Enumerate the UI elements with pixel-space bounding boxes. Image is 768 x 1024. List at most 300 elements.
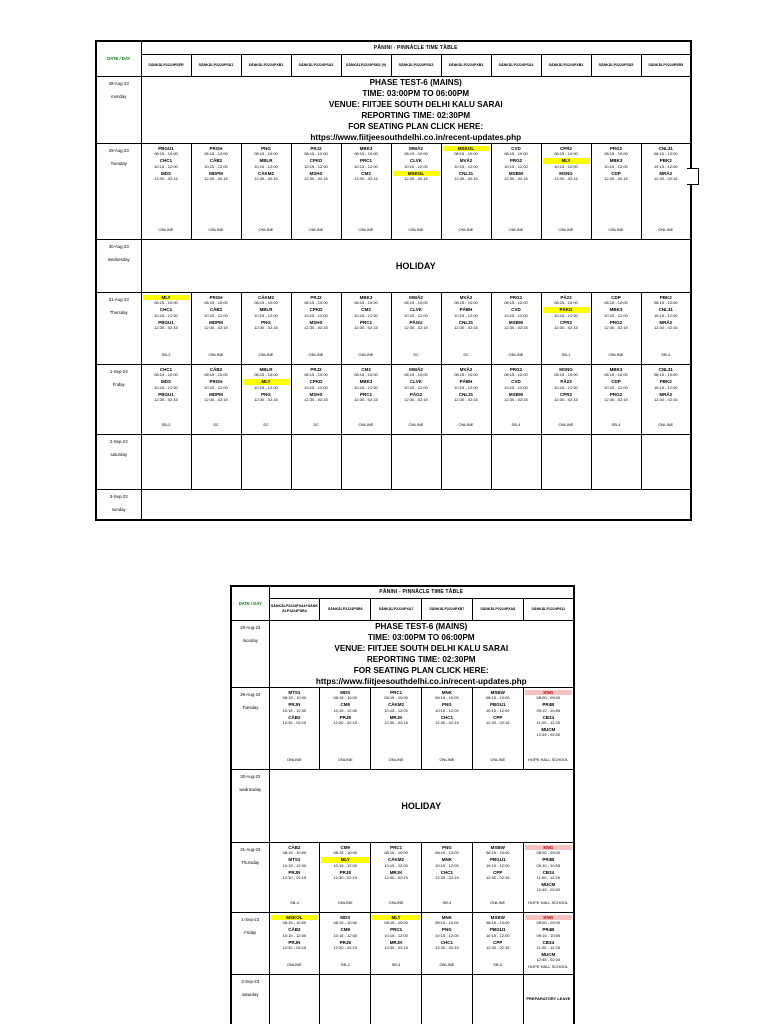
time-slot: 08:15 - 10:00 bbox=[554, 300, 578, 306]
schedule-entry bbox=[525, 727, 572, 738]
subject-code: MRJK bbox=[389, 939, 403, 945]
schedule-entry bbox=[293, 158, 340, 169]
time-slot: 08:15 - 10:00 bbox=[404, 372, 428, 378]
time-slot: 12:30 - 02:15 bbox=[485, 720, 510, 726]
time-slot: 08:15 - 10:00 bbox=[154, 151, 178, 157]
class-cell bbox=[472, 912, 523, 974]
subject-code: MBLR bbox=[259, 307, 273, 313]
time-slot: 10:15 - 12:00 bbox=[254, 384, 278, 390]
date-cell bbox=[231, 842, 269, 912]
class-cell-content bbox=[192, 365, 241, 432]
schedule-entry bbox=[525, 952, 572, 963]
time-slot: 08:15 - 10:00 bbox=[154, 372, 178, 378]
time-slot: 08:15 - 10:00 bbox=[454, 151, 478, 157]
class-cell bbox=[591, 364, 641, 434]
time-slot: 08:00 - 09:00 bbox=[536, 920, 561, 926]
day-row bbox=[96, 239, 691, 292]
subject-code: PBGU1 bbox=[158, 145, 174, 151]
class-cell-content bbox=[342, 293, 391, 362]
time-slot: 08:15 - 10:00 bbox=[485, 695, 510, 701]
time-slot: 10:15 - 12:00 bbox=[504, 384, 528, 390]
class-cell bbox=[591, 434, 641, 489]
schedule-entry bbox=[393, 307, 440, 318]
schedule-entry bbox=[474, 702, 522, 713]
notice-line: TIME: 03:00PM TO 06:00PM bbox=[367, 632, 475, 642]
time-slot: 12:45 - 02:00 bbox=[536, 887, 561, 893]
subject-code: PBK2 bbox=[659, 294, 672, 300]
venue-label: HOPE HALL SCHOOL bbox=[528, 899, 569, 905]
time-slot: 08:15 - 10:00 bbox=[354, 372, 378, 378]
schedule-entry bbox=[443, 307, 490, 318]
subject-code: MSBW bbox=[508, 391, 524, 397]
class-cell-content bbox=[270, 913, 320, 972]
date-cell bbox=[231, 620, 269, 687]
schedule-entry bbox=[643, 307, 690, 318]
time-slot: 12:30 - 02:15 bbox=[653, 397, 678, 403]
schedule-entry bbox=[193, 320, 240, 331]
schedule-entry bbox=[543, 392, 590, 403]
class-cell-content bbox=[542, 293, 591, 362]
subject-code: MSNG bbox=[559, 170, 573, 176]
class-cell-content bbox=[142, 435, 191, 487]
class-cell-content bbox=[524, 688, 573, 767]
subject-code: PRGH bbox=[209, 379, 223, 385]
schedule-entry bbox=[543, 158, 590, 169]
class-cell bbox=[141, 434, 191, 489]
table-title-row bbox=[96, 41, 691, 54]
day-row bbox=[96, 489, 691, 520]
subject-code: PRG2 bbox=[509, 366, 523, 372]
time-slot: 08:15 - 10:00 bbox=[435, 695, 459, 701]
time-slot: 12:30 - 02:15 bbox=[354, 397, 378, 403]
subject-code: CNL31 bbox=[658, 366, 673, 372]
day-label: Thursday bbox=[241, 859, 260, 865]
day-label: saturday bbox=[242, 991, 259, 997]
time-slot: 08:15 - 10:00 bbox=[604, 151, 628, 157]
schedule-entry bbox=[493, 320, 540, 331]
subject-code: MNK bbox=[441, 857, 453, 863]
time-slot: 10:15 - 12:00 bbox=[485, 707, 510, 713]
schedule-entry bbox=[493, 379, 540, 390]
batch-column-header: SĀNKĀLP2224PXB4 bbox=[541, 54, 591, 76]
schedule-entry bbox=[474, 915, 522, 926]
time-slot: 10:15 - 12:00 bbox=[454, 163, 478, 169]
schedule-entry bbox=[343, 379, 390, 390]
time-slot: 08:15 - 10:00 bbox=[604, 300, 628, 306]
schedule-entry bbox=[525, 715, 572, 726]
schedule-entry bbox=[393, 320, 440, 331]
schedule-entry bbox=[493, 367, 540, 378]
date-label: 30-Aug-23 bbox=[240, 773, 261, 779]
time-slot: 12:30 - 02:15 bbox=[504, 397, 528, 403]
class-cell bbox=[241, 434, 291, 489]
class-cell bbox=[391, 292, 441, 364]
time-slot: 12:30 - 02:15 bbox=[154, 397, 178, 403]
day-label: monday bbox=[242, 637, 258, 643]
subject-code: CĀB2 bbox=[288, 927, 301, 933]
schedule-entry bbox=[243, 158, 290, 169]
class-cell bbox=[421, 687, 472, 769]
class-cell-content bbox=[524, 913, 573, 972]
schedule-entry bbox=[525, 870, 572, 881]
day-row bbox=[96, 364, 691, 434]
subject-code: MSHS bbox=[309, 319, 323, 325]
phase-test-notice bbox=[269, 620, 574, 687]
time-slot: 08:15 - 10:00 bbox=[504, 372, 528, 378]
time-slot: 10:15 - 12:00 bbox=[604, 384, 628, 390]
subject-code: MLY bbox=[321, 857, 369, 862]
schedule-entry bbox=[543, 295, 590, 306]
class-cell bbox=[541, 434, 591, 489]
class-cell bbox=[371, 912, 422, 974]
schedule-entry bbox=[443, 392, 490, 403]
subject-code: PRC1 bbox=[359, 391, 372, 397]
schedule-entry bbox=[393, 379, 440, 390]
batch-column-header: SĀNKĀLP2224PSER bbox=[141, 54, 191, 76]
time-slot: 11:00 - 12:25 bbox=[536, 875, 560, 881]
venue-label: HOPE HALL SCHOOL bbox=[528, 756, 569, 762]
subject-code: MRĀ2 bbox=[659, 319, 673, 325]
time-slot: 12:30 - 02:15 bbox=[333, 945, 358, 951]
subject-code: PRG2 bbox=[509, 294, 523, 300]
subject-code: PRG2 bbox=[509, 158, 523, 164]
time-slot: 08:15 - 10:00 bbox=[554, 372, 578, 378]
class-cell bbox=[591, 143, 641, 239]
schedule-entry bbox=[143, 392, 190, 403]
time-slot: 08:15 - 10:00 bbox=[333, 920, 358, 926]
time-slot: 08:15 - 10:00 bbox=[333, 850, 358, 856]
subject-code: CVD bbox=[511, 379, 521, 385]
day-row bbox=[96, 76, 691, 143]
class-cell bbox=[241, 292, 291, 364]
holiday-cell: HOLIDAY bbox=[141, 239, 691, 292]
schedule-entry bbox=[372, 702, 420, 713]
class-cell bbox=[341, 364, 391, 434]
subject-code: MSKOL bbox=[443, 146, 490, 151]
class-cell-content bbox=[342, 435, 391, 487]
schedule-entry bbox=[493, 392, 540, 403]
class-cell-content bbox=[320, 975, 370, 1024]
schedule-entry bbox=[193, 379, 240, 390]
schedule-entry bbox=[243, 392, 290, 403]
subject-code: MWĀ2 bbox=[409, 145, 423, 151]
subject-code: MLY bbox=[543, 158, 590, 163]
time-slot: 11:00 - 12:25 bbox=[536, 720, 560, 726]
date-cell bbox=[96, 143, 141, 239]
class-cell-content bbox=[392, 435, 441, 487]
venue-label: ONLINE bbox=[258, 226, 274, 232]
class-cell bbox=[341, 434, 391, 489]
schedule-entry bbox=[343, 392, 390, 403]
schedule-entry bbox=[525, 915, 572, 926]
subject-code: PNG bbox=[261, 145, 271, 151]
subject-code: MNK bbox=[441, 914, 453, 920]
schedule-entry bbox=[293, 392, 340, 403]
class-cell-content bbox=[542, 435, 591, 487]
subject-code: CLVK bbox=[410, 379, 422, 385]
class-cell-content bbox=[320, 913, 370, 972]
schedule-entry bbox=[593, 158, 640, 169]
date-label: 29-Aug-23 bbox=[240, 691, 261, 697]
class-cell bbox=[591, 292, 641, 364]
subject-code: CĀKM2 bbox=[257, 294, 274, 300]
day-row bbox=[96, 434, 691, 489]
class-cell bbox=[441, 292, 491, 364]
schedule-entry bbox=[593, 295, 640, 306]
schedule-entry bbox=[474, 845, 522, 856]
class-cell bbox=[391, 364, 441, 434]
schedule-entry bbox=[643, 379, 690, 390]
day-label: Tuesday bbox=[242, 704, 259, 710]
subject-code: PRGH bbox=[209, 294, 223, 300]
class-cell-content bbox=[292, 365, 341, 432]
subject-code: PBGU1 bbox=[158, 391, 174, 397]
time-slot: 10:15 - 12:00 bbox=[435, 862, 459, 868]
class-cell-content bbox=[473, 688, 523, 767]
subject-code: PĀG2 bbox=[409, 391, 423, 397]
subject-code: MVĀ2 bbox=[459, 294, 473, 300]
time-slot: 12:30 - 02:15 bbox=[282, 720, 307, 726]
time-slot: 12:30 - 02:15 bbox=[454, 325, 478, 331]
time-slot: 08:15 - 10:00 bbox=[435, 920, 459, 926]
subject-code: CHC1 bbox=[159, 158, 173, 164]
date-day-header: DATE / DAY bbox=[96, 41, 141, 76]
time-slot: 10:15 - 12:00 bbox=[435, 707, 459, 713]
class-cell-content bbox=[342, 365, 391, 432]
subject-code: CPKD bbox=[309, 379, 323, 385]
phase-test-notice bbox=[141, 76, 691, 143]
subject-code: MSBW bbox=[490, 914, 505, 920]
subject-code: PBGU1 bbox=[158, 319, 174, 325]
time-slot: 10:15 - 12:00 bbox=[454, 384, 478, 390]
class-cell bbox=[371, 974, 422, 1024]
day-label: sunday bbox=[111, 506, 126, 512]
subject-code: CHC1 bbox=[159, 307, 173, 313]
subject-code: CĀKM2 bbox=[388, 702, 405, 708]
date-label: 2-Sep-23 bbox=[109, 438, 128, 444]
notice-line: PHASE TEST-6 (MAINS) bbox=[375, 621, 468, 631]
schedule-entry bbox=[593, 171, 640, 182]
subject-code: PRC1 bbox=[359, 319, 372, 325]
schedule-entry bbox=[393, 146, 440, 157]
date-day-header: DATE / DAY bbox=[231, 586, 269, 620]
time-slot: 08:00 - 09:00 bbox=[536, 850, 561, 856]
subject-code: CB34 bbox=[542, 869, 555, 875]
subject-code: CVD bbox=[511, 145, 521, 151]
subject-code: PRC1 bbox=[390, 927, 403, 933]
time-slot: 11:00 - 12:25 bbox=[536, 945, 560, 951]
batch-column-header: SĀNKĀLP2224PSĀ4 bbox=[491, 54, 541, 76]
class-cell bbox=[291, 434, 341, 489]
class-cell-content bbox=[342, 144, 391, 237]
subject-code: PR4B bbox=[542, 927, 555, 933]
class-cell-content bbox=[442, 435, 491, 487]
day-row bbox=[231, 769, 574, 842]
empty-merged-cell bbox=[141, 489, 691, 520]
class-cell-content bbox=[473, 913, 523, 972]
schedule-entry bbox=[543, 171, 590, 182]
schedule-entry bbox=[271, 702, 319, 713]
subject-code: PRJN bbox=[288, 869, 301, 875]
time-slot: 10:15 - 12:00 bbox=[204, 163, 228, 169]
schedule-entry bbox=[643, 295, 690, 306]
subject-code: PRJ8 bbox=[339, 869, 351, 875]
schedule-entry bbox=[343, 320, 390, 331]
table-title-row bbox=[231, 586, 574, 598]
venue-label: SB-4 bbox=[611, 421, 621, 427]
schedule-entry bbox=[443, 146, 490, 157]
schedule-entry bbox=[474, 870, 522, 881]
venue-label: ONLINE bbox=[508, 351, 524, 357]
subject-code: KNG bbox=[525, 690, 572, 695]
time-slot: 10:15 - 12:00 bbox=[454, 312, 478, 318]
time-slot: 08:15 - 10:00 bbox=[204, 300, 228, 306]
class-cell-content bbox=[292, 293, 341, 362]
time-slot: 10:15 - 12:00 bbox=[404, 312, 428, 318]
time-slot: 12:30 - 02:15 bbox=[282, 875, 307, 881]
class-cell-content bbox=[473, 843, 523, 910]
time-slot: 12:30 - 02:15 bbox=[604, 397, 628, 403]
venue-label: ONLINE bbox=[158, 226, 174, 232]
schedule-entry bbox=[643, 171, 690, 182]
class-cell bbox=[241, 364, 291, 434]
class-cell-content bbox=[320, 688, 370, 767]
class-cell bbox=[291, 143, 341, 239]
time-slot: 12:30 - 02:15 bbox=[504, 176, 528, 182]
time-slot: 12:30 - 02:15 bbox=[485, 875, 510, 881]
venue-label: SB-2 bbox=[161, 421, 171, 427]
subject-code: MLY bbox=[143, 295, 190, 300]
time-slot: 08:15 - 10:00 bbox=[404, 151, 428, 157]
date-label: 30-Aug-23 bbox=[108, 243, 129, 249]
seating-plan-link[interactable]: https://www.fiitjeesouthdelhi.co.in/recent-updates.php bbox=[310, 132, 522, 142]
class-cell bbox=[371, 687, 422, 769]
venue-label: ONLINE bbox=[490, 756, 506, 762]
subject-code: PĀ23 bbox=[560, 294, 572, 300]
time-slot: 10:15 - 12:00 bbox=[154, 163, 178, 169]
time-slot: 10:15 - 12:00 bbox=[653, 384, 678, 390]
subject-code: MBK3 bbox=[609, 158, 623, 164]
day-label: Friday bbox=[112, 381, 125, 387]
schedule-entry bbox=[493, 158, 540, 169]
day-label: Friday bbox=[244, 929, 257, 935]
day-label: wednesday bbox=[107, 256, 130, 262]
date-cell bbox=[96, 292, 141, 364]
subject-code: MSKOL bbox=[393, 171, 440, 176]
subject-code: CM3 bbox=[361, 366, 371, 372]
venue-label: ONLINE bbox=[439, 756, 455, 762]
time-slot: 09:10 - 10:55 bbox=[536, 932, 561, 938]
venue-label: ONLINE bbox=[408, 421, 424, 427]
class-cell bbox=[341, 292, 391, 364]
schedule-entry bbox=[243, 171, 290, 182]
class-cell-content bbox=[442, 365, 491, 432]
time-slot: 08:15 - 10:00 bbox=[254, 151, 278, 157]
seating-plan-link[interactable]: https://www.fiitjeesouthdelhi.co.in/recent-updates.php bbox=[315, 676, 527, 686]
subject-code: KNG bbox=[525, 845, 572, 850]
class-cell bbox=[269, 974, 320, 1024]
time-slot: 10:15 - 12:00 bbox=[333, 932, 358, 938]
time-slot: 12:30 - 02:15 bbox=[554, 325, 578, 331]
table-title: PĀNINI - PINNĀCLE TIME TĀBLE bbox=[269, 586, 574, 598]
time-slot: 08:15 - 10:00 bbox=[485, 850, 510, 856]
schedule-entry bbox=[593, 367, 640, 378]
schedule-entry bbox=[321, 845, 369, 856]
subject-code: MUCM bbox=[541, 882, 556, 888]
batch-column-header: SĀNKĀLP2224PSĀ2 bbox=[291, 54, 341, 76]
subject-code: MVĀ2 bbox=[459, 158, 473, 164]
schedule-entry bbox=[343, 146, 390, 157]
subject-code: MSNG bbox=[559, 366, 573, 372]
time-slot: 12:30 - 02:15 bbox=[204, 397, 228, 403]
class-cell-content bbox=[442, 144, 491, 237]
schedule-entry bbox=[443, 367, 490, 378]
subject-code: MBK3 bbox=[359, 145, 373, 151]
subject-code: CDP bbox=[611, 294, 621, 300]
schedule-entry bbox=[143, 146, 190, 157]
subject-code: PRC1 bbox=[390, 844, 403, 850]
schedule-entry bbox=[643, 367, 690, 378]
subject-code: PĀBH bbox=[459, 379, 473, 385]
time-slot: 12:30 - 02:15 bbox=[404, 397, 428, 403]
subject-code: CHC1 bbox=[440, 939, 454, 945]
time-slot: 10:15 - 12:00 bbox=[653, 163, 678, 169]
schedule-entry bbox=[393, 367, 440, 378]
schedule-entry bbox=[643, 146, 690, 157]
time-slot: 08:15 - 10:00 bbox=[282, 695, 307, 701]
subject-code: PR4B bbox=[542, 702, 555, 708]
date-cell bbox=[96, 239, 141, 292]
holiday-cell: HOLIDAY bbox=[269, 769, 574, 842]
venue-label: ONLINE bbox=[208, 226, 224, 232]
subject-code: MNK bbox=[441, 689, 453, 695]
batch-column-header: SĀNKĀLP2224PSĀ5 bbox=[591, 54, 641, 76]
class-cell-content bbox=[242, 293, 291, 362]
class-cell bbox=[291, 292, 341, 364]
subject-code: PRJ2 bbox=[310, 294, 322, 300]
schedule-entry bbox=[193, 146, 240, 157]
time-slot: 10:15 - 12:00 bbox=[354, 384, 378, 390]
time-slot: 10:15 - 12:00 bbox=[653, 312, 678, 318]
time-slot: 08:15 - 10:00 bbox=[504, 151, 528, 157]
class-cell bbox=[541, 364, 591, 434]
time-slot: 10:15 - 12:00 bbox=[304, 384, 328, 390]
date-cell bbox=[96, 364, 141, 434]
page-artifact-notch bbox=[687, 168, 699, 185]
subject-code: MWĀ2 bbox=[409, 366, 423, 372]
class-cell bbox=[241, 143, 291, 239]
subject-code: PRJN bbox=[288, 939, 301, 945]
subject-code: CM3 bbox=[361, 307, 371, 313]
schedule-entry bbox=[321, 940, 369, 951]
time-slot: 10:15 - 12:00 bbox=[254, 163, 278, 169]
day-row bbox=[231, 620, 574, 687]
schedule-entry bbox=[543, 367, 590, 378]
time-slot: 12:30 - 02:15 bbox=[154, 325, 178, 331]
class-cell-content bbox=[371, 913, 421, 972]
schedule-entry bbox=[393, 171, 440, 182]
time-slot: 08:15 - 10:00 bbox=[504, 300, 528, 306]
subject-code: PRJ8 bbox=[339, 939, 351, 945]
time-slot: 08:15 - 10:00 bbox=[333, 695, 358, 701]
schedule-entry bbox=[593, 146, 640, 157]
notice-line: VENUE: FIITJEE SOUTH DELHI KALU SARAI bbox=[328, 99, 503, 109]
venue-label: SC bbox=[213, 421, 219, 427]
class-cell bbox=[491, 292, 541, 364]
schedule-entry bbox=[321, 690, 369, 701]
schedule-entry bbox=[193, 392, 240, 403]
subject-code: MSKOL bbox=[271, 915, 319, 920]
